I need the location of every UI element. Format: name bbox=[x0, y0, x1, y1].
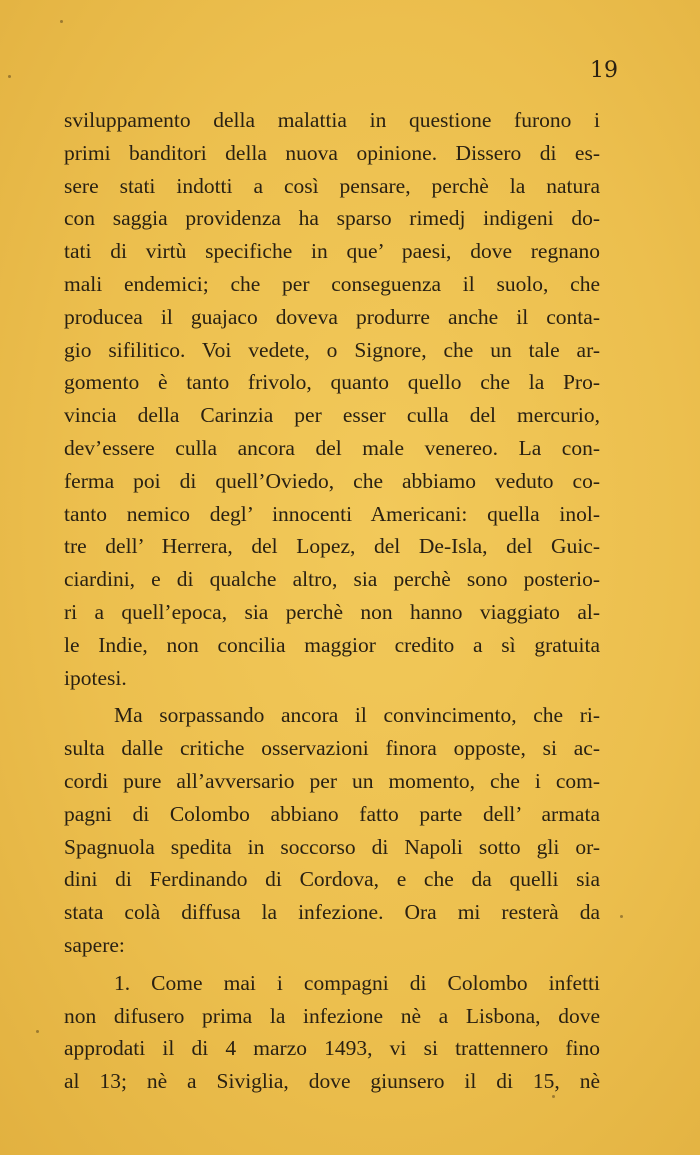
text-line: gio sifilitico. Voi vedete, o Signore, che un tale ar- bbox=[64, 337, 600, 362]
text-line: producea il guajaco doveva produrre anche il conta- bbox=[64, 304, 600, 329]
paragraph-2 bbox=[64, 699, 600, 961]
text-line: con saggia providenza ha sparso rimedj indigeni do- bbox=[64, 206, 600, 231]
text-line: tanto nemico degl’ innocenti Americani: quella inol- bbox=[64, 501, 600, 526]
text-line: sere stati indotti a così pensare, perchè la natura bbox=[64, 173, 600, 198]
text-line: approdati il di 4 marzo 1493, vi si trattennero fino bbox=[64, 1036, 600, 1061]
text-line: ciardini, e di qualche altro, sia perchè sono posterio- bbox=[64, 567, 600, 592]
paragraph-1 bbox=[64, 104, 600, 694]
text-line: ri a quell’epoca, sia perchè non hanno viaggiato al- bbox=[64, 599, 600, 624]
text-line: Spagnuola spedita in soccorso di Napoli sotto gli or- bbox=[64, 834, 600, 859]
text-line: stata colà diffusa la infezione. Ora mi resterà da bbox=[64, 900, 600, 925]
text-line: non difusero prima la infezione nè a Lisbona, dove bbox=[64, 1003, 600, 1028]
text-line: pagni di Colombo abbiano fatto parte dell’ armata bbox=[64, 801, 600, 826]
text-line: dini di Ferdinando di Cordova, e che da quelli sia bbox=[64, 867, 600, 892]
text-line: sviluppamento della malattia in questione furono i bbox=[64, 108, 600, 132]
paper-speck bbox=[8, 75, 11, 78]
paper-speck bbox=[36, 1030, 39, 1033]
text-line: dev’essere culla ancora del male venereo. La con- bbox=[64, 435, 600, 460]
text-line: gomento è tanto frivolo, quanto quello che la Pro- bbox=[64, 370, 600, 395]
paper-speck bbox=[620, 915, 623, 918]
text-line: mali endemici; che per conseguenza il suolo, che bbox=[64, 271, 600, 296]
text-line: tre dell’ Herrera, del Lopez, del De-Isla, del Guic- bbox=[64, 534, 600, 559]
paper-speck bbox=[552, 1095, 555, 1098]
text-line: ipotesi. bbox=[64, 665, 127, 690]
paragraph-3 bbox=[64, 967, 600, 1098]
text-line: primi banditori della nuova opinione. Dissero di es- bbox=[64, 140, 600, 165]
page-number: 19 bbox=[590, 58, 618, 83]
text-line: ferma poi di quell’Oviedo, che abbiamo veduto co- bbox=[64, 468, 600, 493]
text-line: le Indie, non concilia maggior credito a sì gratuita bbox=[64, 632, 600, 657]
text-line: 1. Come mai i compagni di Colombo infetti bbox=[114, 970, 600, 995]
paper-speck bbox=[60, 20, 63, 23]
text-line: al 13; nè a Siviglia, dove giunsero il di 15, nè bbox=[64, 1069, 600, 1094]
text-line: cordi pure all’avversario per un momento, che i com- bbox=[64, 768, 600, 793]
body-text bbox=[64, 104, 600, 1098]
text-line: sulta dalle critiche osservazioni finora opposte, si ac- bbox=[64, 736, 600, 761]
text-line: Ma sorpassando ancora il convincimento, che ri- bbox=[114, 703, 600, 728]
text-line: sapere: bbox=[64, 932, 125, 957]
text-line: tati di virtù specifiche in que’ paesi, dove regnano bbox=[64, 239, 600, 264]
text-line: vincia della Carinzia per esser culla del mercurio, bbox=[64, 403, 600, 428]
